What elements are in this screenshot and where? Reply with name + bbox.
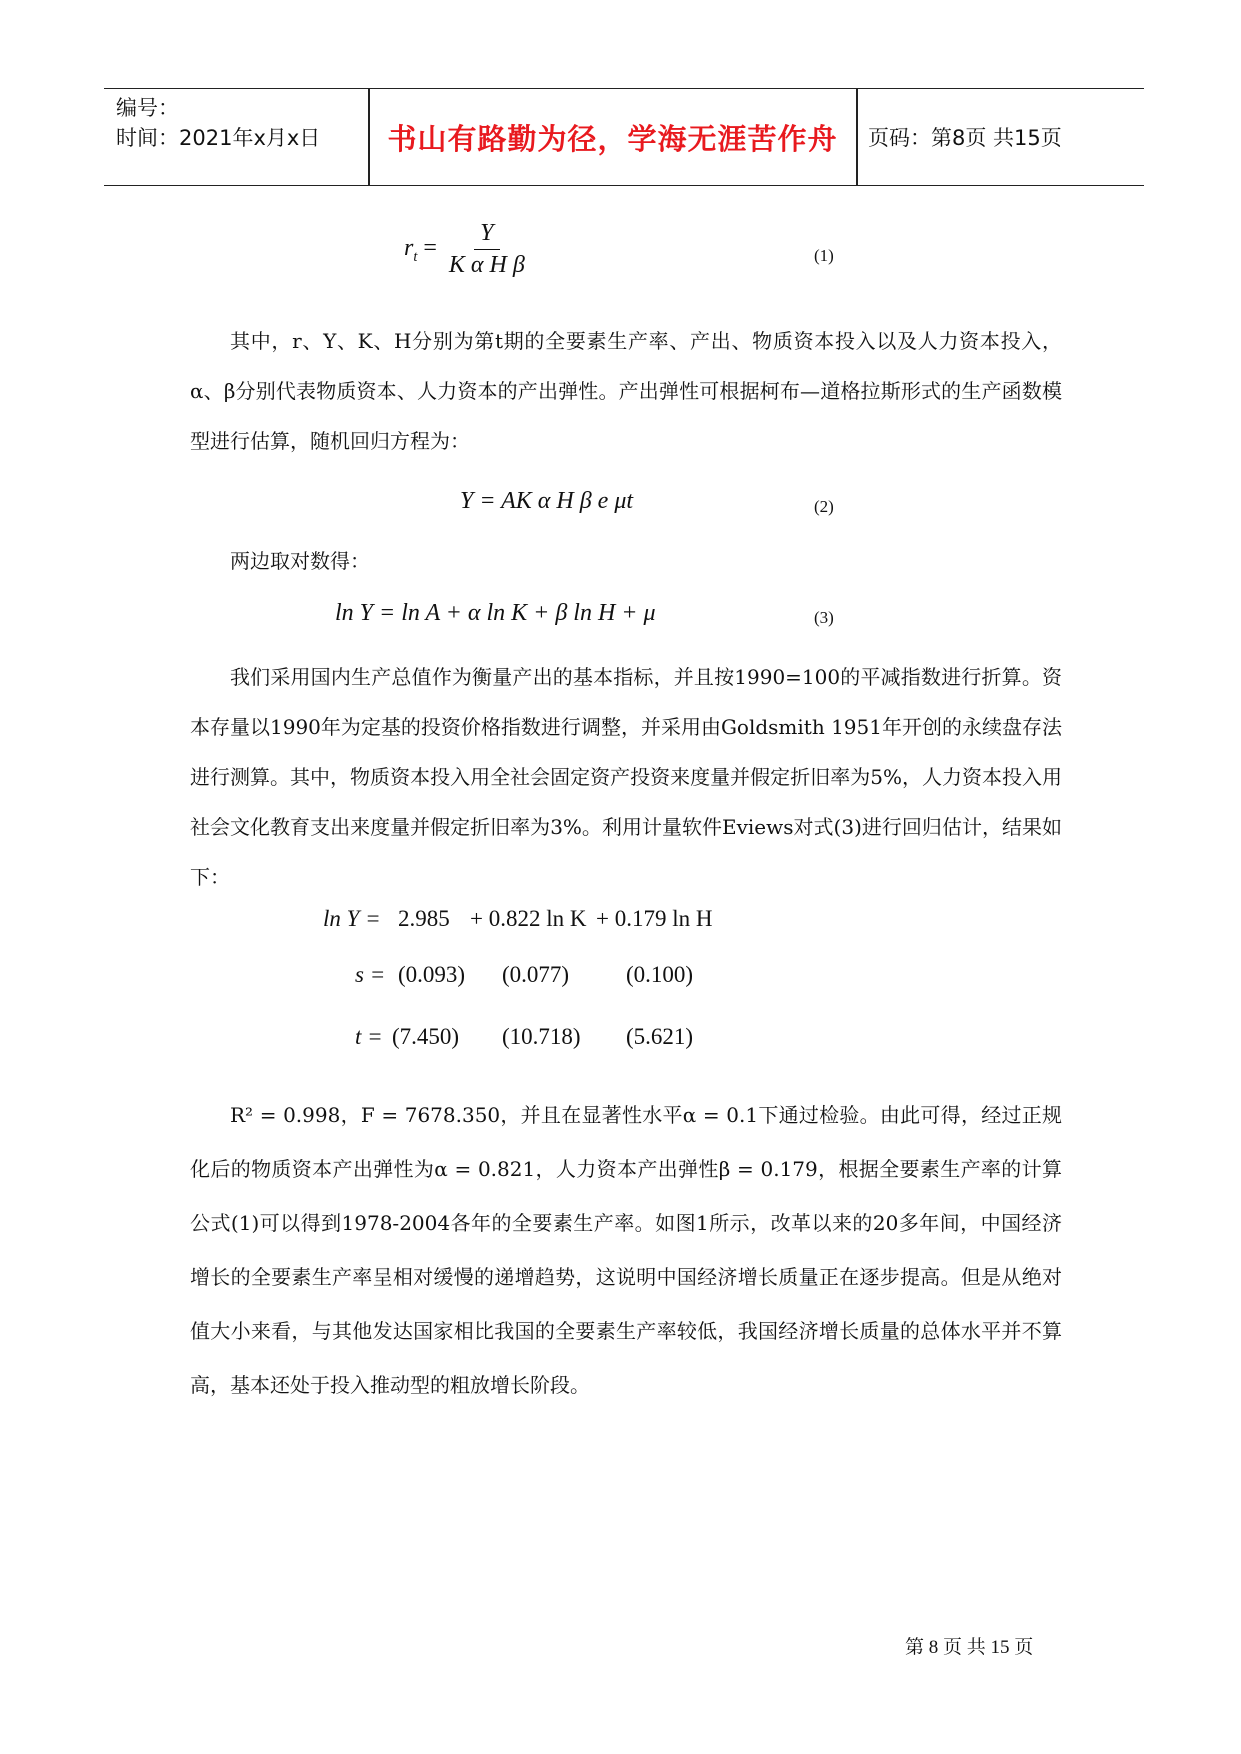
page-footer: 第 8 页 共 15 页 xyxy=(905,1637,1034,1658)
page-header xyxy=(104,88,1144,186)
header-left xyxy=(116,93,320,153)
equation-2: Y = AK α H β e μt xyxy=(460,488,634,514)
equation-1: $r_t$ = $\frac{Y}{\text{K α H β}}$ xyxy=(404,220,525,278)
equation-2-number: (2) xyxy=(814,497,834,516)
header-motto: 书山有路勤为径，学海无涯苦作舟 xyxy=(387,121,838,156)
row2-value: (0.100) xyxy=(626,962,694,987)
row2-value: (0.093) xyxy=(398,962,466,987)
equation-1-number: (1) xyxy=(814,246,834,265)
row3-value: (5.621) xyxy=(626,1024,694,1049)
row2-label: s = xyxy=(355,962,386,987)
paragraph-4: R² = 0.998，F = 7678.350，并且在显著性水平α = 0.1下通过检验。由此可得，经过正规化后的物质资本产出弹性为α = 0.821，人力资本产出弹性β = 0.179，根据全要素生产率的计算公式(1)可以得到1978-2004各年的全要素生产率。如图1所示，改革以来的20多年间，中国经济增长的全要素生产率呈相对缓慢的递增趋势，这说明中国经济增长质量正在逐步提高。但是从绝对值大小来看，与其他发达国家相比我国的全要素生产率较低，我国经济增长质量的总体水平并不算高，基本还处于投入推动型的粗放增长阶段。 xyxy=(190,1103,1062,1397)
row1-value: + 0.822 ln K xyxy=(470,906,587,931)
row3-value: (10.718) xyxy=(502,1024,581,1049)
row2-value: (0.077) xyxy=(502,962,570,987)
header-page-label: 页码：第8页 共15页 xyxy=(868,126,1062,150)
paragraph-3: 我们采用国内生产总值作为衡量产出的基本指标，并且按1990=100的平减指数进行折算。资本存量以1990年为定基的投资价格指数进行调整，并采用由Goldsmith 1951年开创的永续盘存法进行测算。其中，物质资本投入用全社会固定资产投资来度量并假定折旧率为5%，人力资本投入用社会文化教育支出来度量并假定折旧率为3%。利用计量软件Eviews对式(3)进行回归估计，结果如下： xyxy=(190,665,1062,889)
row1-value: + 0.179 ln H xyxy=(596,906,713,931)
row3-label: t = xyxy=(355,1024,383,1049)
row3-value: (7.450) xyxy=(392,1024,460,1049)
number-label: 编号： xyxy=(116,96,179,120)
paragraph-1: 其中，r、Y、K、H分别为第t期的全要素生产率、产出、物质资本投入以及人力资本投入，α、β分别代表物质资本、人力资本的产出弹性。产出弹性可根据柯布—道格拉斯形式的生产函数模型进行估算，随机回归方程为： xyxy=(190,329,1062,453)
row1-value: 2.985 xyxy=(398,906,450,931)
equation-3: ln Y = ln A + α ln K + β ln H + μ xyxy=(335,600,656,626)
header-divider xyxy=(856,89,858,185)
row1-label: ln Y = xyxy=(323,906,381,931)
time-label: 时间：2021年x月x日 xyxy=(116,126,321,150)
paragraph-2: 两边取对数得： xyxy=(230,549,370,573)
equation-3-number: (3) xyxy=(814,608,834,627)
